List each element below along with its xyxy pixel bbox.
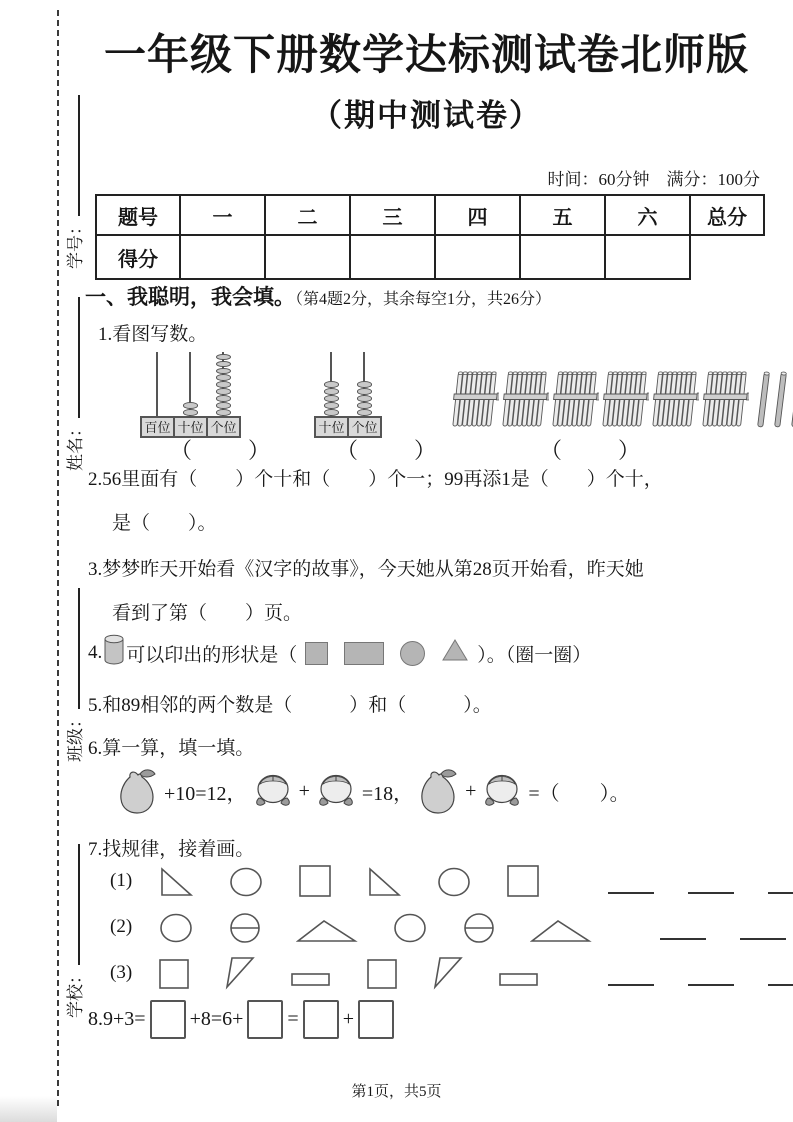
question-2-line1: 2.56里面有（ ）个十和（ ）个一；99再添1是（ ）个十， <box>88 469 663 490</box>
abacus-rod <box>156 352 158 416</box>
square-sm-shape <box>158 958 190 990</box>
question-1-text: 1.看图写数。 <box>98 324 208 345</box>
rect-fill-shape <box>336 642 392 665</box>
class-label: 班级： <box>65 711 85 762</box>
abacus-bead <box>357 402 372 409</box>
header-cell: 一 <box>180 195 265 235</box>
question-4-text: 可以印出的形状是（ <box>126 644 298 666</box>
question-3-line2: 看到了第（ ）页。 <box>112 603 303 624</box>
circle-shape <box>436 866 472 898</box>
row-label: (2) <box>110 916 133 937</box>
single-stick-icon <box>774 366 789 432</box>
abacus-place-label: 百位 <box>140 416 175 438</box>
question-4-shape-options <box>297 638 477 668</box>
section-1-heading <box>85 281 775 311</box>
abacus-hundreds-tens-ones <box>140 336 239 438</box>
answer-box <box>247 1000 283 1039</box>
question-1-figures <box>88 350 783 468</box>
answer-box <box>303 1000 339 1039</box>
abacus-column <box>173 336 208 438</box>
abacus-bead <box>357 381 372 388</box>
page-title: 一年级下册数学达标测试卷北师版 <box>103 33 749 79</box>
row-label: (1) <box>110 870 133 891</box>
abacus-place-label: 个位 <box>347 416 382 438</box>
question-5-text: 5.和89相邻的两个数是（ ）和（ ）。 <box>88 695 492 716</box>
answer-blank <box>688 984 734 986</box>
stick-bundle-icon <box>701 366 749 432</box>
answer-bracket: （ ） <box>170 438 275 463</box>
answer-box <box>358 1000 394 1039</box>
tri-left-shape <box>366 866 402 898</box>
stick-bundle-icon <box>551 366 599 432</box>
score-cell <box>520 235 605 279</box>
score-cell <box>180 235 265 279</box>
question-6-equation <box>112 766 630 816</box>
circle-shape <box>158 912 194 944</box>
equation-segment: 8.9+3= <box>88 1008 146 1030</box>
answer-blank <box>688 892 734 894</box>
abacus-bead <box>183 402 198 409</box>
abacus-bead <box>216 354 231 361</box>
stick-bundles-figure <box>451 366 793 432</box>
question-2-line2: 是（ ）。 <box>112 513 217 534</box>
single-stick-icon <box>757 366 772 432</box>
cylinder-stamp-icon <box>102 632 126 674</box>
square-shape <box>506 864 540 898</box>
pattern-row-3 <box>110 950 793 990</box>
abacus-bead <box>324 402 339 409</box>
abacus-bead <box>324 388 339 395</box>
question-4-suffix: ）。（圈一圈） <box>477 644 592 666</box>
answer-blank <box>740 938 786 940</box>
abacus-bead <box>357 388 372 395</box>
question-4-number: 4. <box>88 642 103 663</box>
pattern-shapes <box>158 956 793 990</box>
score-cell <box>435 235 520 279</box>
abacus-beads <box>173 402 208 416</box>
abacus-place-label: 十位 <box>314 416 349 438</box>
abacus-column <box>140 336 175 438</box>
question-6-text: 6.算一算，填一填。 <box>88 738 255 759</box>
name-blank <box>64 297 80 418</box>
stick-bundle-icon <box>451 366 499 432</box>
header-cell: 二 <box>265 195 350 235</box>
school-blank <box>64 844 80 965</box>
peach-icon <box>314 770 358 812</box>
header-cell: 四 <box>435 195 520 235</box>
equation-segment: +8=6+ <box>189 1008 244 1030</box>
abacus-beads <box>347 381 382 416</box>
abacus-bead <box>324 395 339 402</box>
answer-bracket: （ ） <box>336 438 441 463</box>
score-table-score-row <box>96 235 764 279</box>
square-shape <box>298 864 332 898</box>
abacus-bead <box>216 374 231 381</box>
equation-segment: =（ ）。 <box>528 782 630 805</box>
abacus-bead <box>216 388 231 395</box>
abacus-column <box>347 336 382 438</box>
abacus-bead <box>357 395 372 402</box>
header-cell: 题号 <box>96 195 180 235</box>
equation-segment: +10=12， <box>164 782 247 805</box>
pear-icon <box>116 766 160 816</box>
tri-top-shape <box>224 956 256 990</box>
tri-wide-shape <box>296 916 358 944</box>
circle-fill-shape <box>392 641 433 666</box>
peach-icon <box>251 770 295 812</box>
abacus-bead <box>324 381 339 388</box>
square-fill-shape <box>297 642 336 665</box>
page-footer: 第1页，共5页 <box>351 1084 442 1100</box>
section-1-note: （第4题2分，其余每空1分，共26分） <box>295 291 552 308</box>
header-cell: 总分 <box>690 195 764 235</box>
abacus-bead <box>216 368 231 375</box>
time-score-meta: 时间：60分钟 满分：100分 <box>547 170 760 189</box>
row-label: (3) <box>110 962 133 983</box>
tri-left-shape <box>158 866 194 898</box>
answer-blank <box>608 892 654 894</box>
circle-line-shape <box>462 912 496 944</box>
question-3-line1: 3.梦梦昨天开始看《汉字的故事》，今天她从第28页开始看，昨天她 <box>88 559 644 580</box>
answer-box <box>150 1000 186 1039</box>
score-cell <box>605 235 690 279</box>
pattern-row-2 <box>110 904 793 944</box>
class-blank <box>64 588 80 709</box>
equation-segment: = <box>287 1008 299 1030</box>
score-table <box>95 194 765 280</box>
peach-icon <box>480 770 524 812</box>
pear-icon <box>417 766 461 816</box>
answer-bracket: （ ） <box>540 438 645 463</box>
abacus-place-label: 十位 <box>173 416 208 438</box>
abacus-bead <box>216 381 231 388</box>
header-cell: 五 <box>520 195 605 235</box>
abacus-tens-ones <box>314 336 380 438</box>
tri-wide-shape <box>530 916 592 944</box>
score-cell <box>265 235 350 279</box>
abacus-bead <box>183 409 198 416</box>
circle-line-shape <box>228 912 262 944</box>
name-label: 姓名： <box>65 420 85 471</box>
equation-segment: =18， <box>361 782 414 805</box>
question-7-text: 7.找规律，接着画。 <box>88 839 255 860</box>
question-4 <box>88 632 591 674</box>
abacus-place-label: 个位 <box>206 416 241 438</box>
header-cell: 六 <box>605 195 690 235</box>
equation-segment: + <box>465 779 477 802</box>
header-cell: 三 <box>350 195 435 235</box>
abacus-bead <box>357 409 372 416</box>
stick-bundle-icon <box>651 366 699 432</box>
school-label: 学校： <box>65 967 85 1018</box>
section-1-title: 一、我聪明，我会填。 <box>85 285 295 309</box>
page-subtitle: （期中测试卷） <box>311 98 542 133</box>
student-number-blank <box>64 95 80 216</box>
answer-blank <box>660 938 706 940</box>
square-sm-shape <box>366 958 398 990</box>
answer-blank <box>768 984 793 986</box>
abacus-beads <box>206 353 241 416</box>
equation-segment: + <box>298 779 310 802</box>
pattern-shapes <box>158 864 793 898</box>
score-row-label: 得分 <box>96 235 180 279</box>
abacus-bead <box>216 361 231 368</box>
student-number-label: 学号： <box>65 218 85 269</box>
rect-flat-shape <box>498 970 540 990</box>
abacus-column <box>206 336 241 438</box>
pattern-row-1 <box>110 858 793 898</box>
answer-blank <box>608 984 654 986</box>
stick-bundle-icon <box>501 366 549 432</box>
question-8-equation <box>88 1000 398 1039</box>
pattern-shapes <box>158 912 793 944</box>
abacus-bead <box>216 409 231 416</box>
score-table-header-row <box>96 195 764 235</box>
tri-top-shape <box>432 956 464 990</box>
circle-shape <box>392 912 428 944</box>
tri-fill-shape <box>433 638 477 668</box>
abacus-beads <box>314 381 349 416</box>
equation-segment: + <box>342 1008 354 1030</box>
abacus-bead <box>216 395 231 402</box>
score-cell <box>350 235 435 279</box>
abacus-bead <box>216 402 231 409</box>
answer-blank <box>768 892 793 894</box>
stick-bundle-icon <box>601 366 649 432</box>
circle-shape <box>228 866 264 898</box>
abacus-bead <box>324 409 339 416</box>
abacus-column <box>314 336 349 438</box>
rect-flat-shape <box>290 970 332 990</box>
